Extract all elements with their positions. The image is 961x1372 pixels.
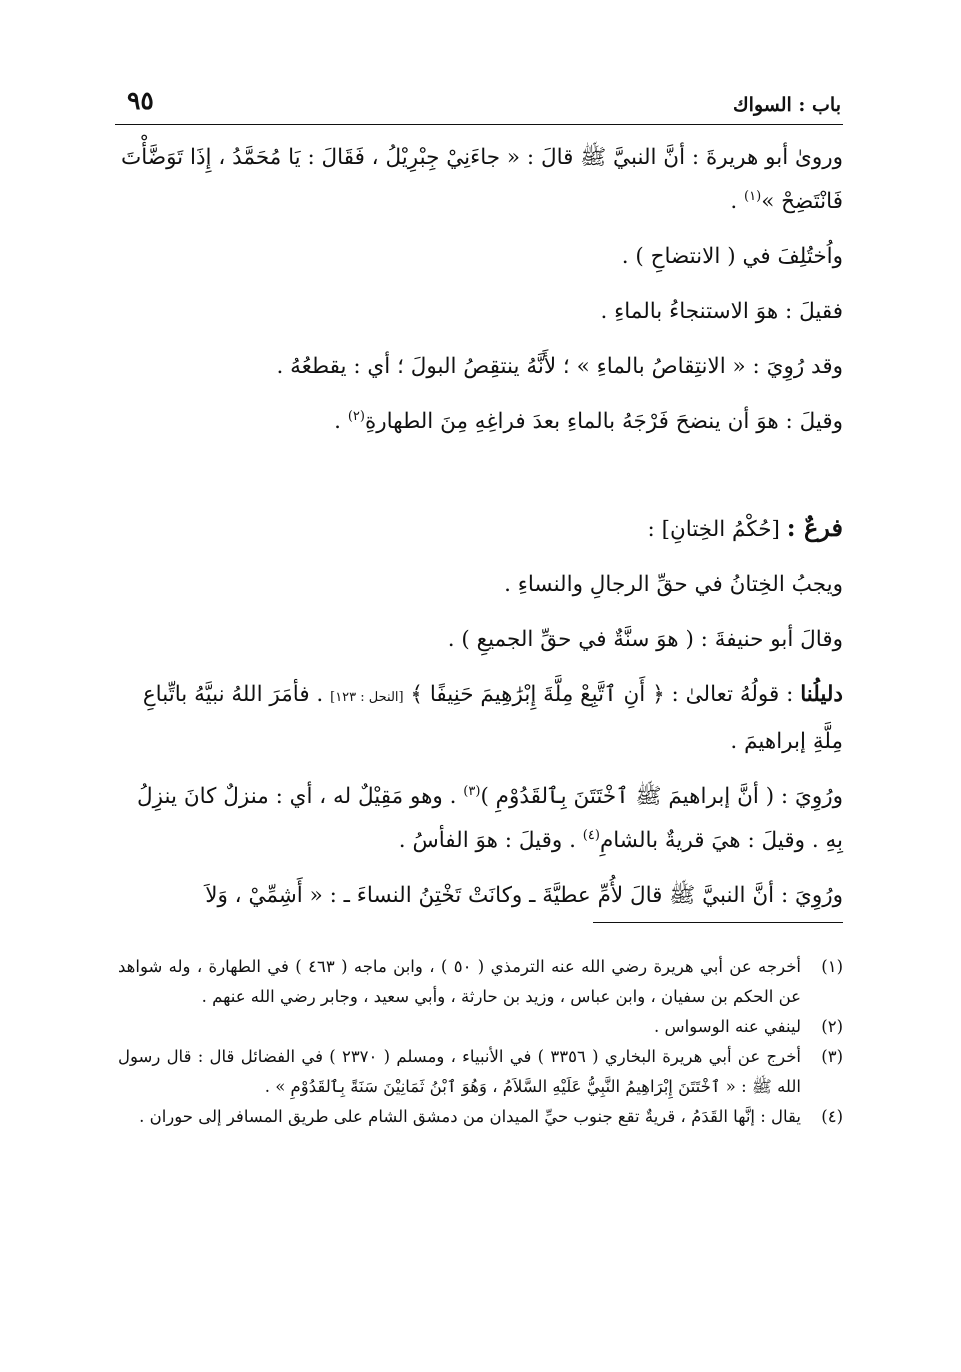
section-title: [حُكْمُ الخِتانِ] : <box>647 517 787 542</box>
paragraph-5-end: . <box>334 409 348 434</box>
paragraph-5 <box>118 400 843 444</box>
paragraph-10: ورُوِيَ : أنَّ النبيَّ ﷺ قالَ لأُمِّ عطيَّةَ ـ وكانَتْ تَخْتِنُ النساءَ ـ : « أَشِمِّيْ ، وَلاَ <box>205 883 843 908</box>
footnote-text: يقال : إنَّها القَدَمُ ، قريةٌ تقع جنوب حيِّ الميدان من دمشق الشام على طريق المسافر إلى حوران . <box>139 1107 801 1126</box>
paragraph-8-text-a: : قولُهُ تعالىٰ : ﴿ أَنِ ٱتَّبِعْ مِلَّةَ إِبْرَٰهِيمَ حَنِيفًا ﴾ <box>403 682 801 707</box>
footnote-text: أخرجه عن أبي هريرة رضي الله عنه الترمذي ( ٥٠ ) ، وابن ماجه ( ٤٦٣ ) في الطهارة ، وله شواهد عن الحكم بن سفيان ، وابن عباس ، وزيد بن حارثة ، وأبي سعيد ، وجابر رضي الله عنهم . <box>118 957 801 1006</box>
footnote-marker-3: (٣) <box>463 783 481 799</box>
footnote-2 <box>118 1012 843 1042</box>
footnote-text: لينفي عنه الوسواس . <box>654 1017 801 1036</box>
paragraph-1-end: . <box>730 189 745 214</box>
section-heading <box>118 506 843 552</box>
quran-reference: [النحل : ١٢٣] <box>330 690 404 705</box>
section-label: فرعٌ : <box>786 513 843 542</box>
paragraph-9-text-a: ورُوِيَ : ( أنَّ إبراهيمَ ﷺ ٱخْتَتَنَ بِٱلقَدُوْمِ ) <box>480 784 843 809</box>
footnote-separator <box>593 922 843 923</box>
footnote-number: (١) <box>821 957 843 976</box>
footnote-marker-4: (٤) <box>582 827 600 843</box>
footnote-number: (٢) <box>821 1017 843 1036</box>
paragraph-4: وقد رُوِيَ : « الانتِقاصُ بالماءِ » ؛ لأَنَّهُ ينتقِصُ البولَ ؛ أي : يقطعُهُ . <box>276 354 843 379</box>
paragraph-3: فقيلَ : هوَ الاستنجاءُ بالماءِ . <box>600 299 843 324</box>
paragraph-8 <box>118 673 843 764</box>
paragraph-9-text-c: . وقيلَ : هوَ الفأسُ . <box>398 828 583 853</box>
footnote-4 <box>118 1102 843 1132</box>
page-number: ٩٥ <box>127 86 154 115</box>
page-header <box>115 84 843 125</box>
paragraph-5-text: وقيلَ : هوَ أن ينضحَ فَرْجَهُ بالماءِ بعدَ فراغِهِ مِنَ الطهارةِ <box>364 409 843 434</box>
footnote-number: (٤) <box>821 1107 843 1126</box>
paragraph-9 <box>118 775 843 863</box>
chapter-title: باب : السواك <box>733 94 841 116</box>
footnotes <box>118 952 843 1132</box>
paragraph-6: ويجبُ الخِتانُ في حقِّ الرجالِ والنساءِ . <box>504 572 843 597</box>
paragraph-2: واُختُلِفَ في ( الانتضاحِ ) . <box>621 244 843 269</box>
main-text <box>118 136 843 918</box>
evidence-label: دليلُنا <box>800 682 843 707</box>
paragraph-7: وقالَ أبو حنيفةَ : ( هوَ سنَّةٌ في حقِّ الجميعِ ) . <box>447 627 843 652</box>
paragraph-1-text: وروىٰ أبو هريرةَ : أنَّ النبيَّ ﷺ قالَ : « جاءَنِيْ جِبْرِيْلُ ، فَقَالَ : يَا مُحَمَّدُ ، إِذَا تَوَضَّأْتَ فَانْتَضِحْ » <box>121 145 843 214</box>
footnote-marker-1: (١) <box>744 188 762 204</box>
paragraph-8-text-b: . فأمَرَ اللهُ نبيَّهُ باتِّباعِ مِلَّةِ إبراهيمَ . <box>142 682 843 754</box>
footnote-marker-2: (٢) <box>347 408 365 424</box>
paragraph-9-text-b: . وهو مَقِيْلٌ له ، أي : منزلٌ كانَ ينزِلُ بِهِ . وقيلَ : هيَ قريةٌ بالشامِ <box>137 784 843 853</box>
paragraph-1 <box>118 136 843 224</box>
footnote-number: (٣) <box>821 1047 843 1066</box>
footnote-3 <box>118 1042 843 1102</box>
footnote-text: أخرج عن أبي هريرة البخاري ( ٣٣٥٦ ) في الأنبياء ، ومسلم ( ٢٣٧٠ ) في الفضائل قال : قال رسول الله ﷺ : « ٱخْتَتَنَ إِبْرَاهِيمُ النَّبِيُّ عَلَيْهِ السَّلاَمُ ، وَهُوَ ٱبْنُ ثَمَانِيْنَ سَنَةً بِٱلقَدُوْمِ » . <box>118 1047 801 1096</box>
footnote-1 <box>118 952 843 1012</box>
